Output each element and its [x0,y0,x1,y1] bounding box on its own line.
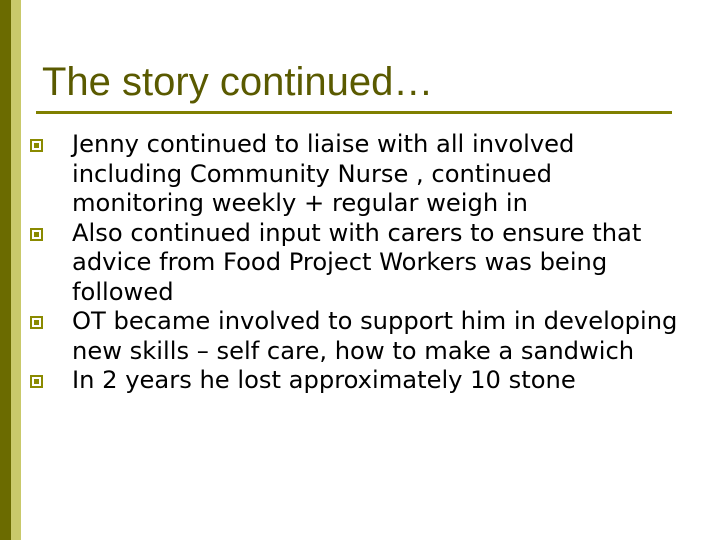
square-bullet-icon [30,228,43,241]
bullet-item [30,130,690,219]
bullet-item [30,219,690,308]
slide-title: The story continued… [42,60,434,104]
square-bullet-icon [30,316,43,329]
bullet-text: OT became involved to support him in developing new skills – self care, how to make a sandwich [72,307,678,365]
bullet-text: Also continued input with carers to ensure that advice from Food Project Workers was being followed [72,218,642,306]
bullet-item [30,366,690,396]
bullet-text: Jenny continued to liaise with all involved including Community Nurse , continued monitoring weekly + regular weigh in [72,130,575,217]
title-underline [36,111,672,114]
square-bullet-icon [30,375,43,388]
side-band-light [11,0,21,540]
bullet-list [30,130,690,396]
square-bullet-icon [30,139,43,152]
bullet-item [30,307,690,366]
side-band-dark [0,0,11,540]
bullet-text: In 2 years he lost approximately 10 stone [72,366,576,394]
